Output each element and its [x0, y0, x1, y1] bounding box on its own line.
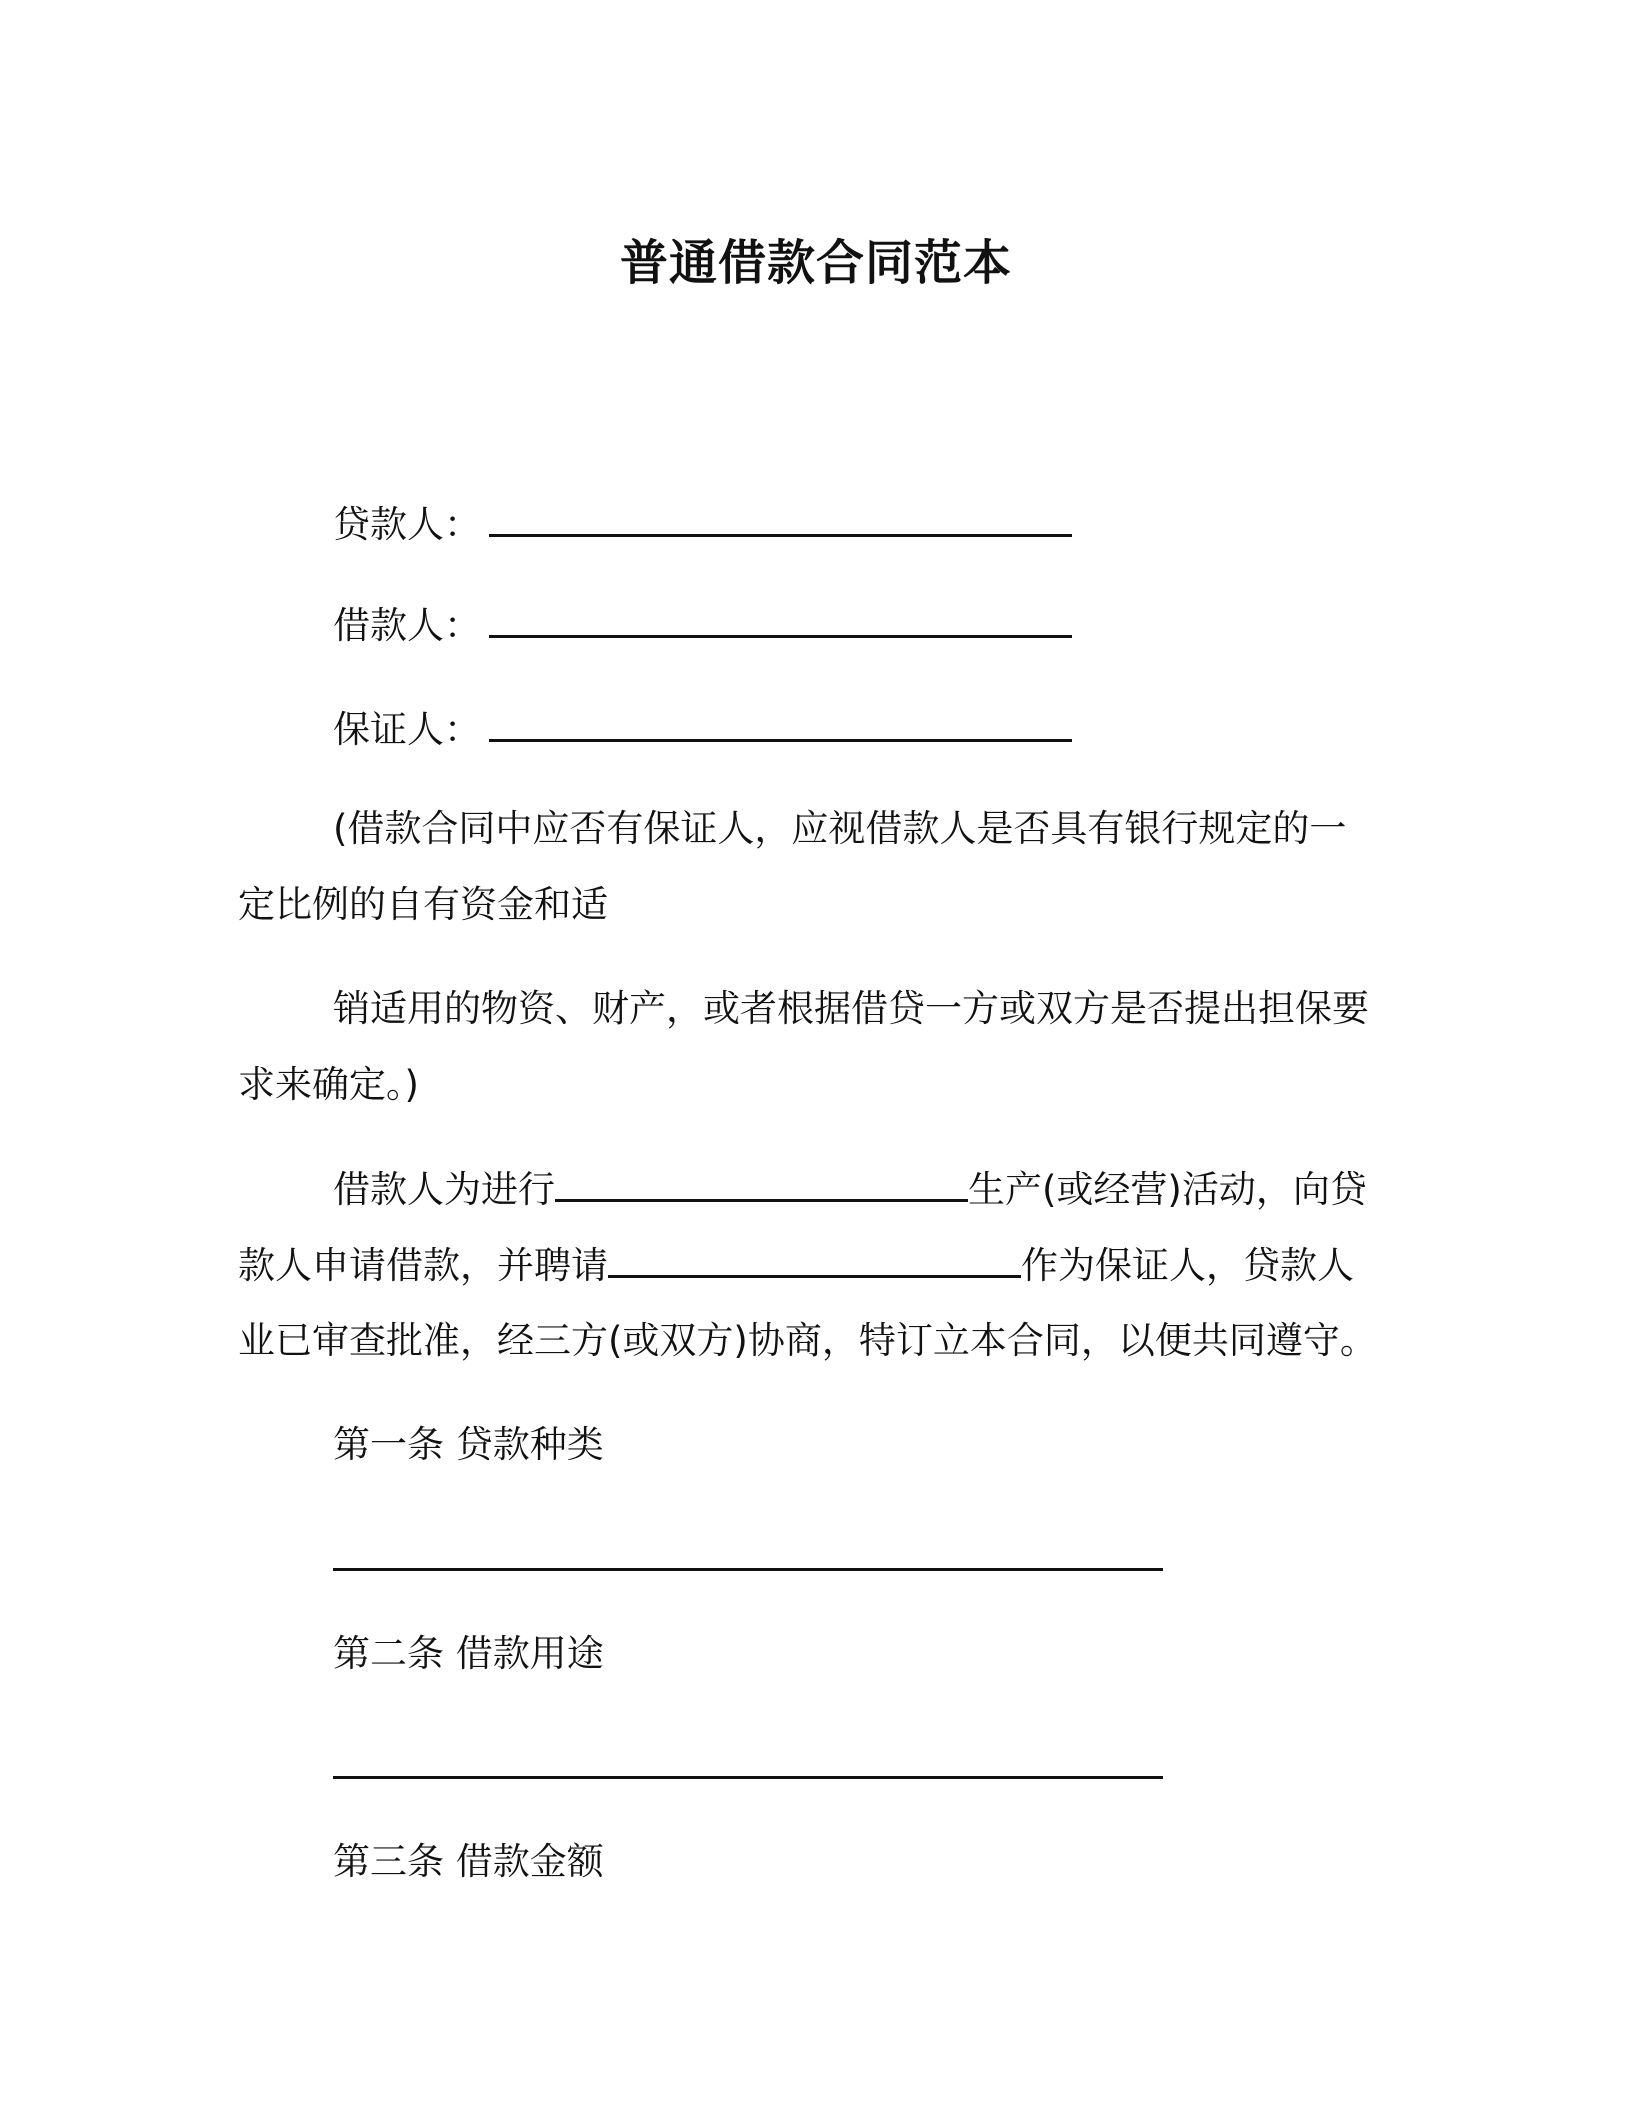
- article-1-blank: [333, 1568, 1163, 1571]
- borrower-row: [333, 601, 1072, 650]
- article-1-heading: 第一条 贷款种类: [333, 1423, 604, 1466]
- note-line-1: (借款合同中应否有保证人，应视借款人是否具有银行规定的一: [333, 807, 1347, 850]
- note-line-3: 销适用的物资、财产，或者根据借贷一方或双方是否提出担保要: [333, 987, 1369, 1030]
- preamble-line-1: [333, 1165, 1367, 1214]
- borrower-blank: [489, 601, 1072, 638]
- article-2-blank: [333, 1776, 1163, 1779]
- note-line-4: 求来确定。): [238, 1063, 419, 1106]
- guarantor-label: 保证人：: [333, 708, 481, 751]
- lender-blank: [489, 500, 1072, 537]
- lender-row: [333, 500, 1072, 549]
- preamble-line-2: [238, 1241, 1354, 1290]
- preamble-1b: 生产(或经营)活动，向贷: [968, 1168, 1367, 1211]
- preamble-2a: 款人申请借款，并聘请: [238, 1244, 608, 1287]
- guarantor-name-blank: [608, 1241, 1021, 1278]
- lender-label: 贷款人：: [333, 503, 481, 546]
- document-title: 普通借款合同范本: [619, 235, 1012, 291]
- article-3-heading: 第三条 借款金额: [333, 1840, 604, 1883]
- guarantor-row: [333, 705, 1072, 754]
- preamble-2b: 作为保证人，贷款人: [1021, 1244, 1354, 1287]
- borrower-label: 借款人：: [333, 604, 481, 647]
- article-2-heading: 第二条 借款用途: [333, 1632, 604, 1675]
- preamble-1a: 借款人为进行: [333, 1168, 555, 1211]
- guarantor-blank: [489, 705, 1072, 742]
- preamble-line-3: 业已审查批准，经三方(或双方)协商，特订立本合同，以便共同遵守。: [238, 1319, 1377, 1362]
- activity-blank: [555, 1165, 968, 1202]
- note-line-2: 定比例的自有资金和适: [238, 883, 608, 926]
